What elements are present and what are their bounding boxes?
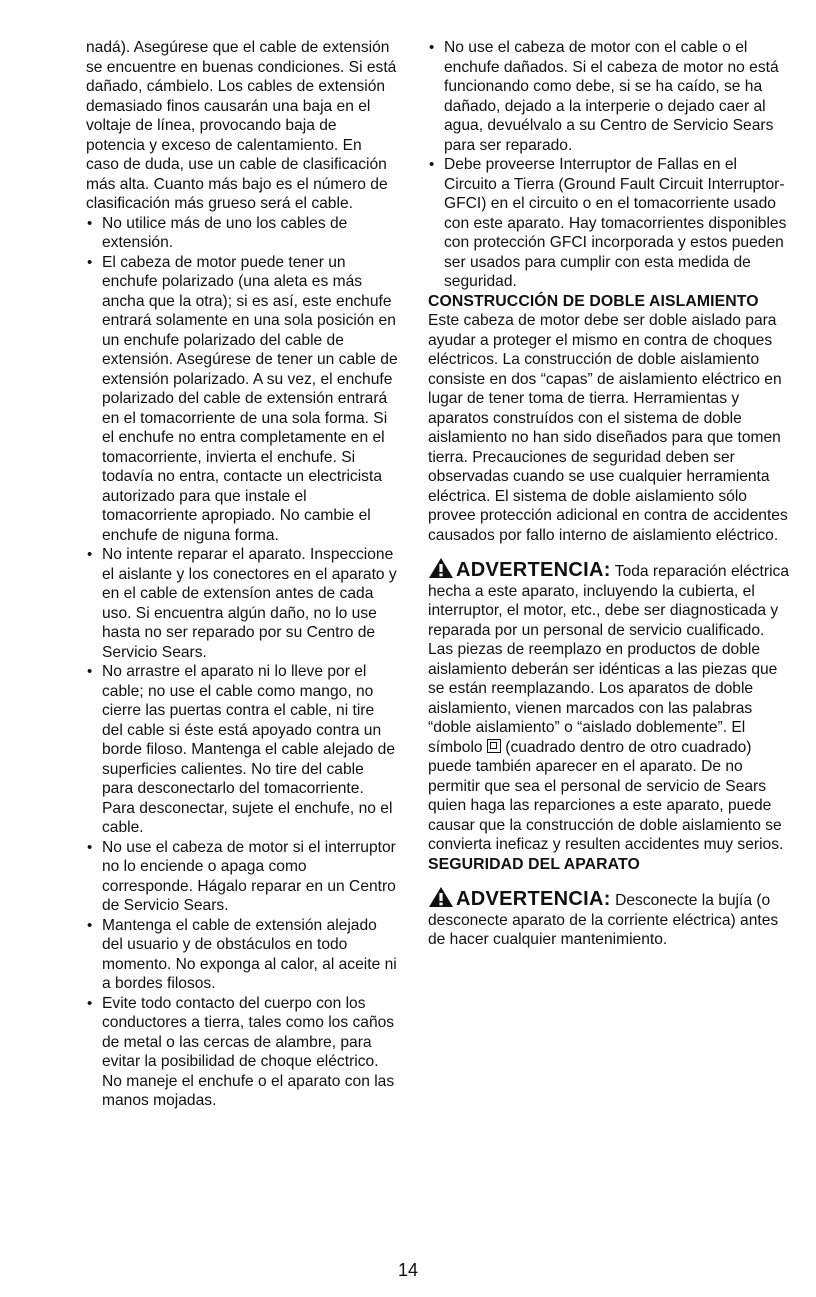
page-number: 14 (397, 1260, 419, 1280)
list-item: • Evite todo contacto del cuerpo con los conductores a tierra, tales como los caños de metal o las cercas de alambre, para evitar la posibilidad de choque eléctrico. No maneje el enchufe o el aparato con las manos mojadas. (86, 994, 398, 1111)
right-column (428, 38, 790, 950)
warning-paragraph-maintenance (428, 886, 790, 950)
list-item: • El cabeza de motor puede tener un enchufe polarizado (una aleta es más ancha que la otra); si es así, este enchufe entrará solamente en una sola posición en un enchufe polarizado del cable de extensión. Asegúrese de tener un cable de extensión polarizado. A su vez, el enchufe polarizado del cable de extensión entrará en el tomacorriente de una sola forma. Si el enchufe no entra completamente en el tomacorriente, invierta el enchufe. Si todavía no entra, contacte un electricista autorizado para que instale el tomacorriente apropiado. No cambie el enchufe de niguna forma. (86, 253, 398, 546)
warning-text-continued: (cuadrado dentro de otro cuadrado) puede también aparecer en el aparato. De no permitir que sea el personal de servicio de Sears quien haga las reparciones a este aparato, puede causar que la construcción de doble aislamiento se convierta ineficaz y resulten accidentes muy serios. (428, 738, 784, 853)
list-item: • Debe proveerse Interruptor de Fallas en el Circuito a Tierra (Ground Fault Circuit Interruptor- GFCI) en el circuito o en el tomacorriente usado con este aparato. Hay tomacorrientes disponibles con protección GFCI incorporada y estos pueden ser usados para cumplir con esta medida de seguridad. (428, 155, 790, 292)
list-item: • No use el cabeza de motor con el cable o el enchufe dañados. Si el cabeza de motor no está funcionando como debe, si se ha caído, se ha dañado, dejado a la interperie o dejado caer al agua, devuélvalo a su Centro de Servicio Sears para ser reparado. (428, 38, 790, 155)
intro-paragraph: nadá). Asegúrese que el cable de extensión se encuentre en buenas condiciones. Si está dañado, cámbielo. Los cables de extensión demasiado finos causarán una baja en el voltaje de línea, provocando baja de potencia y exceso de calentamiento. En caso de duda, use un cable de clasificación más alta. Cuanto más bajo es el número de clasificación más grueso será el cable. (86, 39, 397, 212)
list-item: • Mantenga el cable de extensión alejado del usuario y de obstáculos en todo momento. No exponga al calor, al aceite ni a bordes filosos. (86, 916, 398, 994)
warning-triangle-icon (428, 557, 454, 579)
list-item: • No utilice más de uno los cables de extensión. (86, 214, 398, 253)
warning-paragraph-repairs (428, 557, 790, 855)
list-item: • No arrastre el aparato ni lo lleve por el cable; no use el cable como mango, no cierre las puertas contra el cable, ni tire del cable si éste está apoyado contra un borde filoso. Mantenga el cable alejado de superficies calientes. No tire del cable para desconectarlo del tomacorriente. Para desconectar, sujete el enchufe, no el cable. (86, 662, 398, 838)
warning-label: ADVERTENCIA: (456, 888, 611, 910)
warning-text: Desconecte la bujía (o desconecte aparato de la corriente eléctrica) antes de hacer cualquier mantenimiento. (428, 892, 779, 948)
list-item: • No intente reparar el aparato. Inspeccione el aislante y los conectores en el aparato y en el cable de extensíon antes de cada uso. Si encuentra algún daño, no lo use hasta no ser reparado por su Centro de Servicio Sears. (86, 545, 398, 662)
left-column (86, 38, 398, 1111)
list-item: • No use el cabeza de motor si el interruptor no lo enciende o apaga como corresponde. Hágalo reparar en un Centro de Servicio Sears. (86, 838, 398, 916)
section-heading-safety: SEGURIDAD DEL APARATO (428, 855, 640, 873)
warning-label: ADVERTENCIA: (456, 559, 611, 581)
warning-text: Toda reparación eléctrica hecha a este aparato, incluyendo la cubierta, el interruptor, el motor, etc., debe ser diagnosticada y reparada por un personal de servicio cualificado. Las piezas de reemplazo en productos de doble aislamiento deberán ser idénticas a las piezas que se están reemplazando. Los aparatos de doble aislamiento, vienen marcados con las palabras “doble aislamiento” o “aislado doblemente”. El símbolo (428, 563, 790, 756)
section-heading-double-insulation: CONSTRUCCIÓN DE DOBLE AISLAMIENTO (428, 292, 759, 310)
double-insulation-symbol-icon (487, 739, 501, 753)
warning-triangle-icon (428, 886, 454, 908)
double-insulation-paragraph: Este cabeza de motor debe ser doble aislado para ayudar a proteger el mismo en contra de choques eléctricos. La construcción de doble aislamiento consiste en dos “capas” de aislamiento eléctrico en lugar de tener toma de tierra. Herramientas y aparatos construídos con el sistema de doble aislamiento no han sido diseñados para que tomen tierra. Precauciones de seguridad deben ser observadas cuando se use cualquier herramienta eléctrica. El sistema de doble aislamiento sólo provee protección adicional en contra de accidentes causados por fallo interno de aislamiento eléctrico. (428, 312, 788, 544)
